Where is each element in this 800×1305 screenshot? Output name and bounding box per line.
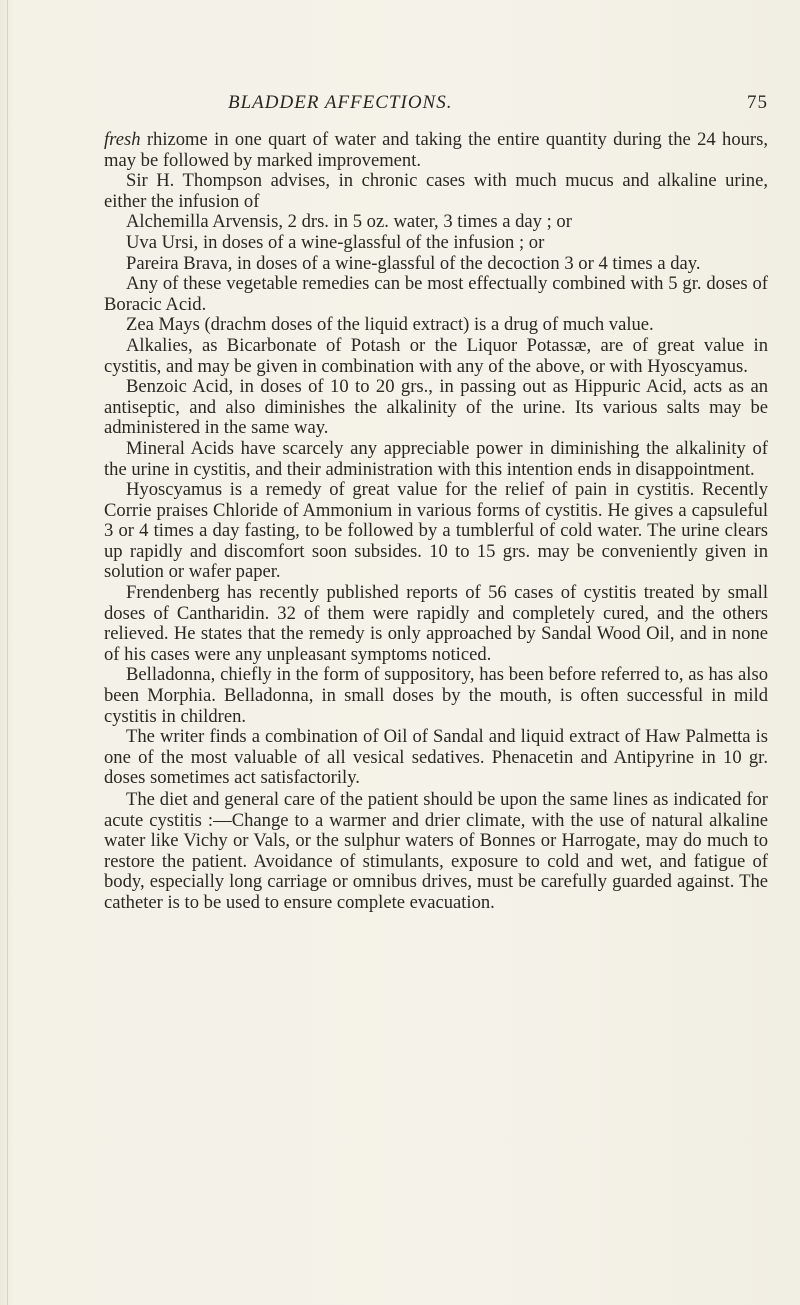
paragraph-hyoscyamus: Hyoscyamus is a remedy of great value for the relief of pain in cystitis. Recently Corrie praises Chloride of Ammonium in various forms of cystitis. He gives a capsuleful 3 or 4 times a day fasting, to be followed by a tumblerful of cold water. The urine clears up rapidly and discomfort soon subsides. 10 to 15 grs. may be conveniently given in solution or wafer paper. xyxy=(104,479,768,583)
paragraph-belladonna: Belladonna, chiefly in the form of suppository, has been before referred to, as has also been Morphia. Belladonna, in small doses by the mouth, is often successful in mild cystitis in children. xyxy=(104,664,768,727)
running-head-title: BLADDER AFFECTIONS. xyxy=(228,92,453,113)
paragraph-vegetable-remedies: Any of these vegetable remedies can be most effectually combined with 5 gr. doses of Boracic Acid. xyxy=(104,273,768,315)
paragraph-thompson: Sir H. Thompson advises, in chronic cases with much mucus and alkaline urine, either the infusion of xyxy=(104,170,768,212)
paragraph-text: rhizome in one quart of water and taking the entire quantity during the 24 hours, may be followed by marked improvement. xyxy=(104,129,768,171)
page-number: 75 xyxy=(747,92,768,113)
italic-lead-word: fresh xyxy=(104,129,141,150)
paragraph-frendenberg: Frendenberg has recently published reports of 56 cases of cystitis treated by small doses of Cantharidin. 32 of them were rapidly and completely cured, and the others relieved. He states that the remedy is only approached by Sandal Wood Oil, and in none of his cases were any unpleasant symptoms noticed. xyxy=(104,582,768,665)
paragraph-diet-care: The diet and general care of the patient should be upon the same lines as indicated for acute cystitis :—Change to a warmer and drier climate, with the use of natural alkaline water like Vichy or Vals, or the sulphur waters of Bonnes or Harrogate, may do much to restore the patient. Avoidance of stimulants, exposure to cold and wet, and fatigue of body, especially long carriage or omnibus drives, must be carefully guarded against. The catheter is to be used to ensure complete evacuation. xyxy=(104,789,768,913)
list-item-alchemilla: Alchemilla Arvensis, 2 drs. in 5 oz. water, 3 times a day ; or xyxy=(126,211,572,233)
paragraph-benzoic-acid: Benzoic Acid, in doses of 10 to 20 grs., in passing out as Hippuric Acid, acts as an antiseptic, and also diminishes the alkalinity of the urine. Its various salts may be administered in the same way. xyxy=(104,376,768,439)
page-gutter-edge xyxy=(7,0,8,1305)
paragraph-alkalies: Alkalies, as Bicarbonate of Potash or the Liquor Potassæ, are of great value in cystitis, and may be given in combination with any of the above, or with Hyoscyamus. xyxy=(104,334,768,377)
list-item-pareira-brava: Pareira Brava, in doses of a wine-glassful of the decoction 3 or 4 times a day. xyxy=(126,252,701,274)
paragraph-continuation xyxy=(104,130,768,171)
running-header xyxy=(228,92,768,118)
page-body-text xyxy=(104,130,768,914)
paragraph-zea-mays: Zea Mays (drachm doses of the liquid extract) is a drug of much value. xyxy=(126,314,654,336)
list-item-uva-ursi: Uva Ursi, in doses of a wine-glassful of the infusion ; or xyxy=(126,231,545,253)
paragraph-sandal-oil: The writer finds a combination of Oil of Sandal and liquid extract of Haw Palmetta is one of the most valuable of all vesical sedatives. Phenacetin and Antipyrine in 10 gr. doses sometimes act satisfactorily. xyxy=(104,726,768,789)
paragraph-mineral-acids: Mineral Acids have scarcely any appreciable power in diminishing the alkalinity of the urine in cystitis, and their administration with this intention ends in disappointment. xyxy=(104,437,768,480)
